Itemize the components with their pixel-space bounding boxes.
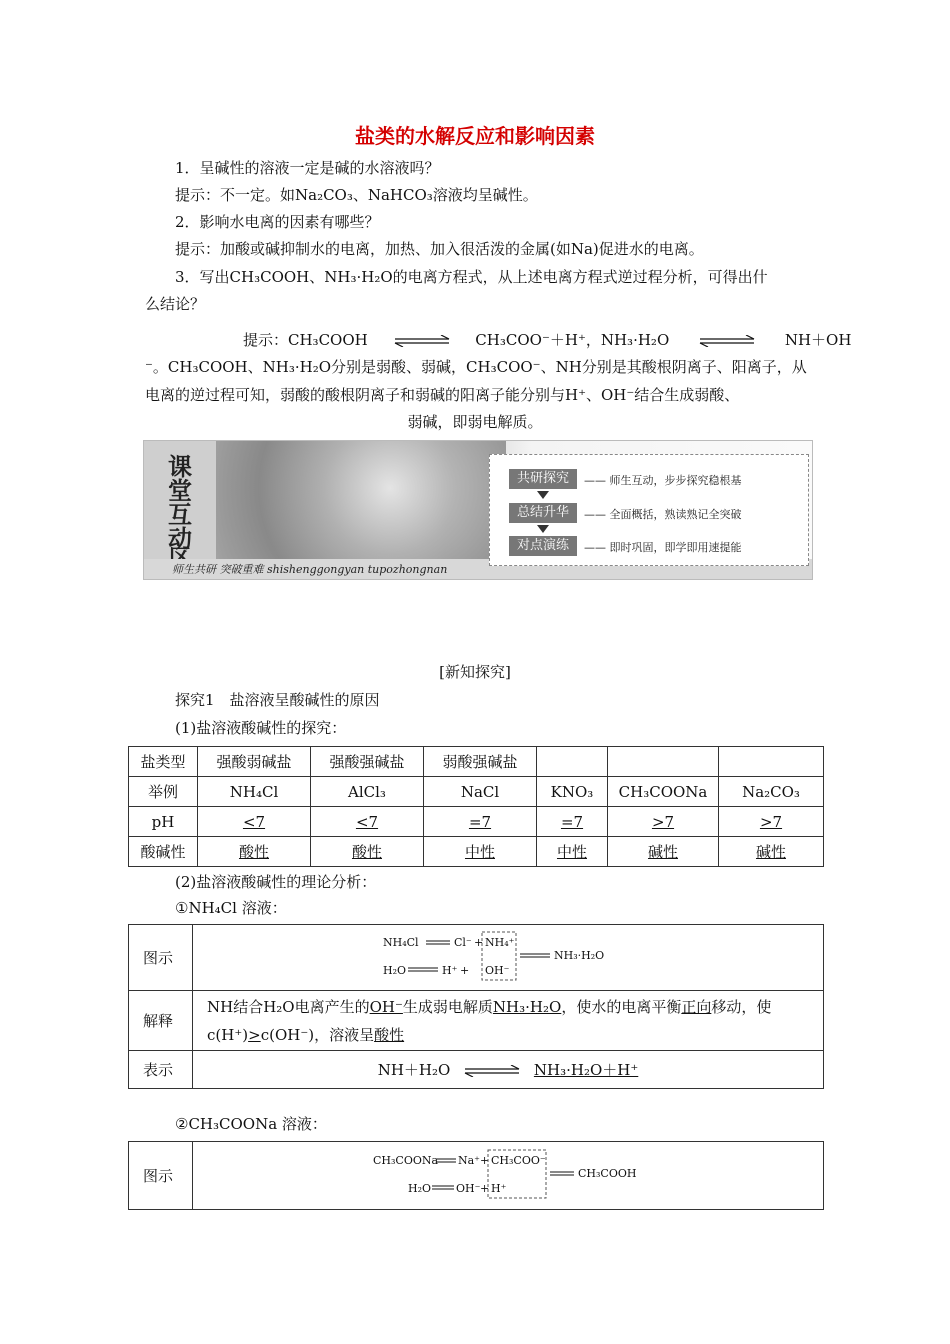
- formula-text: H₂O: [408, 1181, 432, 1195]
- answer-1: 提示：不一定。如Na₂CO₃、NaHCO₃溶液均呈碱性。: [175, 186, 538, 204]
- table-cell: [311, 807, 424, 837]
- table-cell: AlCl₃: [311, 777, 424, 807]
- table-row: [129, 747, 824, 777]
- equation-cell: [193, 1051, 824, 1089]
- table-cell: [719, 837, 824, 867]
- table-row: [129, 925, 824, 991]
- formula-text: Na⁺: [458, 1153, 480, 1167]
- formula-text: NH₄⁺: [485, 935, 515, 949]
- table-row: [129, 777, 824, 807]
- answer-value: >7: [651, 812, 675, 831]
- table-cell: [719, 747, 824, 777]
- page-title: 盐类的水解反应和影响因素: [355, 124, 595, 148]
- text: ，使水的电离平衡: [561, 997, 682, 1016]
- question-3-line-2: 么结论？: [145, 295, 206, 313]
- answer-value: >: [248, 1025, 261, 1044]
- plus-sign: +: [480, 1181, 490, 1195]
- text: c(OH⁻)，溶液呈: [260, 1025, 375, 1044]
- formula-text: H⁺: [442, 963, 458, 977]
- table-cell: [198, 837, 311, 867]
- banner-char-2: 堂: [168, 477, 192, 505]
- equilibrium-arrow-icon: [698, 335, 756, 347]
- answer-value: NH₃·H₂O＋H⁺: [533, 1061, 639, 1079]
- table-cell: [193, 925, 824, 991]
- answer-value: 正向: [681, 997, 712, 1016]
- table-cell: 弱酸强碱盐: [424, 747, 537, 777]
- formula-text: H⁺: [491, 1181, 507, 1195]
- text: c(H⁺): [207, 1025, 249, 1044]
- classroom-photo: [216, 441, 506, 559]
- table-cell: [424, 807, 537, 837]
- row-label: 图示: [129, 925, 193, 991]
- answer-value: <7: [355, 812, 379, 831]
- table-row: [129, 837, 824, 867]
- table-cell: [537, 807, 608, 837]
- answer-3-end: NH＋OH: [784, 331, 852, 349]
- row-label: 图示: [129, 1142, 193, 1210]
- answer-value: 酸性: [238, 843, 269, 861]
- table-cell: 盐类型: [129, 747, 198, 777]
- answer-value: 酸性: [351, 843, 382, 861]
- formula-text: NH₄Cl: [383, 935, 419, 949]
- answer-3-line-1: [243, 330, 851, 350]
- classroom-banner: [143, 440, 813, 580]
- table-cell: [311, 837, 424, 867]
- answer-value: 酸性: [374, 1025, 405, 1044]
- formula-text: CH₃COONa: [373, 1153, 439, 1167]
- equilibrium-arrow-icon: [393, 335, 451, 347]
- table-row: [129, 1142, 824, 1210]
- table-cell: [424, 837, 537, 867]
- part-1-heading: (1)盐溶液酸碱性的探究：: [175, 719, 347, 737]
- equation-left: NH＋H₂O: [377, 1061, 451, 1079]
- ch3coona-analysis-table: [128, 1141, 824, 1210]
- formula-text: OH⁻: [485, 963, 510, 977]
- formula-text: Cl⁻: [454, 935, 472, 949]
- table-row: [129, 807, 824, 837]
- nh4cl-analysis-table: [128, 924, 824, 1089]
- formula-text: CH₃COO⁻: [491, 1153, 546, 1167]
- formula-text: OH⁻: [456, 1181, 481, 1195]
- table-cell: [719, 807, 824, 837]
- step-desc-2: —— 全面概括，熟读熟记全突破: [584, 508, 742, 521]
- banner-char-1: 课: [168, 453, 192, 481]
- answer-3-line-2: ⁻。CH₃COOH、NH₃·H₂O分别是弱酸、弱碱，CH₃COO⁻、NH分别是其酸根阴离子、阳离子，从: [145, 358, 807, 376]
- ch3coona-hydrolysis-diagram: [368, 1146, 648, 1206]
- table-cell: [537, 747, 608, 777]
- table-cell: 强酸强碱盐: [311, 747, 424, 777]
- equilibrium-arrow-icon: [463, 1065, 521, 1077]
- table-cell: 举例: [129, 777, 198, 807]
- banner-char-4: 动: [168, 525, 192, 553]
- table-cell: 酸碱性: [129, 837, 198, 867]
- banner-char-3: 互: [168, 501, 192, 529]
- nh4cl-hydrolysis-diagram: [378, 928, 638, 988]
- answer-value: 碱性: [755, 843, 786, 861]
- text: 移动，使: [711, 997, 772, 1016]
- formula-text: CH₃COOH: [578, 1166, 637, 1180]
- answer-value: 中性: [464, 843, 495, 861]
- table-cell: NH₄Cl: [198, 777, 311, 807]
- nh4cl-heading: ①NH₄Cl 溶液：: [175, 899, 287, 917]
- question-1: 1．呈碱性的溶液一定是碱的水溶液吗？: [175, 159, 440, 177]
- answer-value: >7: [759, 812, 783, 831]
- text: NH结合H₂O电离产生的: [207, 997, 370, 1016]
- table-cell: [608, 747, 719, 777]
- table-cell: CH₃COONa: [608, 777, 719, 807]
- step-desc-1: —— 师生互动，步步探究稳根基: [584, 474, 742, 487]
- table-cell: [608, 837, 719, 867]
- part-2-heading: (2)盐溶液酸碱性的理论分析：: [175, 873, 377, 891]
- answer-value: <7: [242, 812, 266, 831]
- salt-ph-table: [128, 746, 824, 867]
- step-label-2: 总结升华: [509, 503, 577, 523]
- step-desc-3: —— 即时巩固，即学即用速提能: [584, 541, 742, 554]
- answer-value: 碱性: [647, 843, 678, 861]
- answer-value: NH₃·H₂O: [492, 997, 562, 1016]
- formula-text: H₂O: [383, 963, 407, 977]
- answer-3-mid: CH₃COO⁻＋H⁺，NH₃·H₂O: [475, 331, 670, 349]
- table-cell: [608, 807, 719, 837]
- table-cell: [198, 807, 311, 837]
- ch3coona-heading: ②CH₃COONa 溶液：: [175, 1115, 327, 1133]
- answer-value: OH⁻: [369, 997, 403, 1016]
- banner-caption: 师生共研 突破重难 shishenggongyan tupozhongnan: [172, 563, 448, 576]
- step-label-3: 对点演练: [509, 536, 577, 556]
- question-2: 2．影响水电离的因素有哪些？: [175, 213, 380, 231]
- table-cell: NaCl: [424, 777, 537, 807]
- answer-3-prefix: 提示：CH₃COOH: [243, 331, 368, 349]
- plus-sign: +: [460, 963, 470, 977]
- table-row: [129, 991, 824, 1051]
- row-label: 表示: [129, 1051, 193, 1089]
- row-label: 解释: [129, 991, 193, 1051]
- plus-sign: +: [474, 935, 484, 949]
- table-cell: [537, 837, 608, 867]
- answer-value: 中性: [556, 843, 587, 861]
- table-cell: KNO₃: [537, 777, 608, 807]
- question-3-line-1: 3．写出CH₃COOH、NH₃·H₂O的电离方程式，从上述电离方程式逆过程分析，可得出什: [175, 268, 768, 286]
- inquiry-title: 探究1 盐溶液呈酸碱性的原因: [175, 691, 380, 709]
- step-label-1: 共研探究: [509, 469, 577, 489]
- answer-3-line-3: 电离的逆过程可知，弱酸的酸根阴离子和弱碱的阳离子能分别与H⁺、OH⁻结合生成弱酸、: [145, 386, 740, 404]
- answer-3-line-4: 弱碱，即弱电解质。: [407, 413, 543, 431]
- answer-2: 提示：加酸或碱抑制水的电离，加热、加入很活泼的金属(如Na)促进水的电离。: [175, 240, 704, 258]
- table-row: [129, 1051, 824, 1089]
- table-cell: pH: [129, 807, 198, 837]
- explanation-cell: [193, 991, 824, 1051]
- table-cell: Na₂CO₃: [719, 777, 824, 807]
- formula-text: NH₃·H₂O: [554, 948, 605, 962]
- down-arrow-icon: [537, 525, 549, 533]
- answer-value: =7: [468, 812, 492, 831]
- section-header: [新知探究]: [439, 663, 511, 681]
- plus-sign: +: [480, 1153, 490, 1167]
- text: 生成弱电解质: [402, 997, 493, 1016]
- table-cell: [193, 1142, 824, 1210]
- down-arrow-icon: [537, 491, 549, 499]
- table-cell: 强酸弱碱盐: [198, 747, 311, 777]
- answer-value: =7: [560, 812, 584, 831]
